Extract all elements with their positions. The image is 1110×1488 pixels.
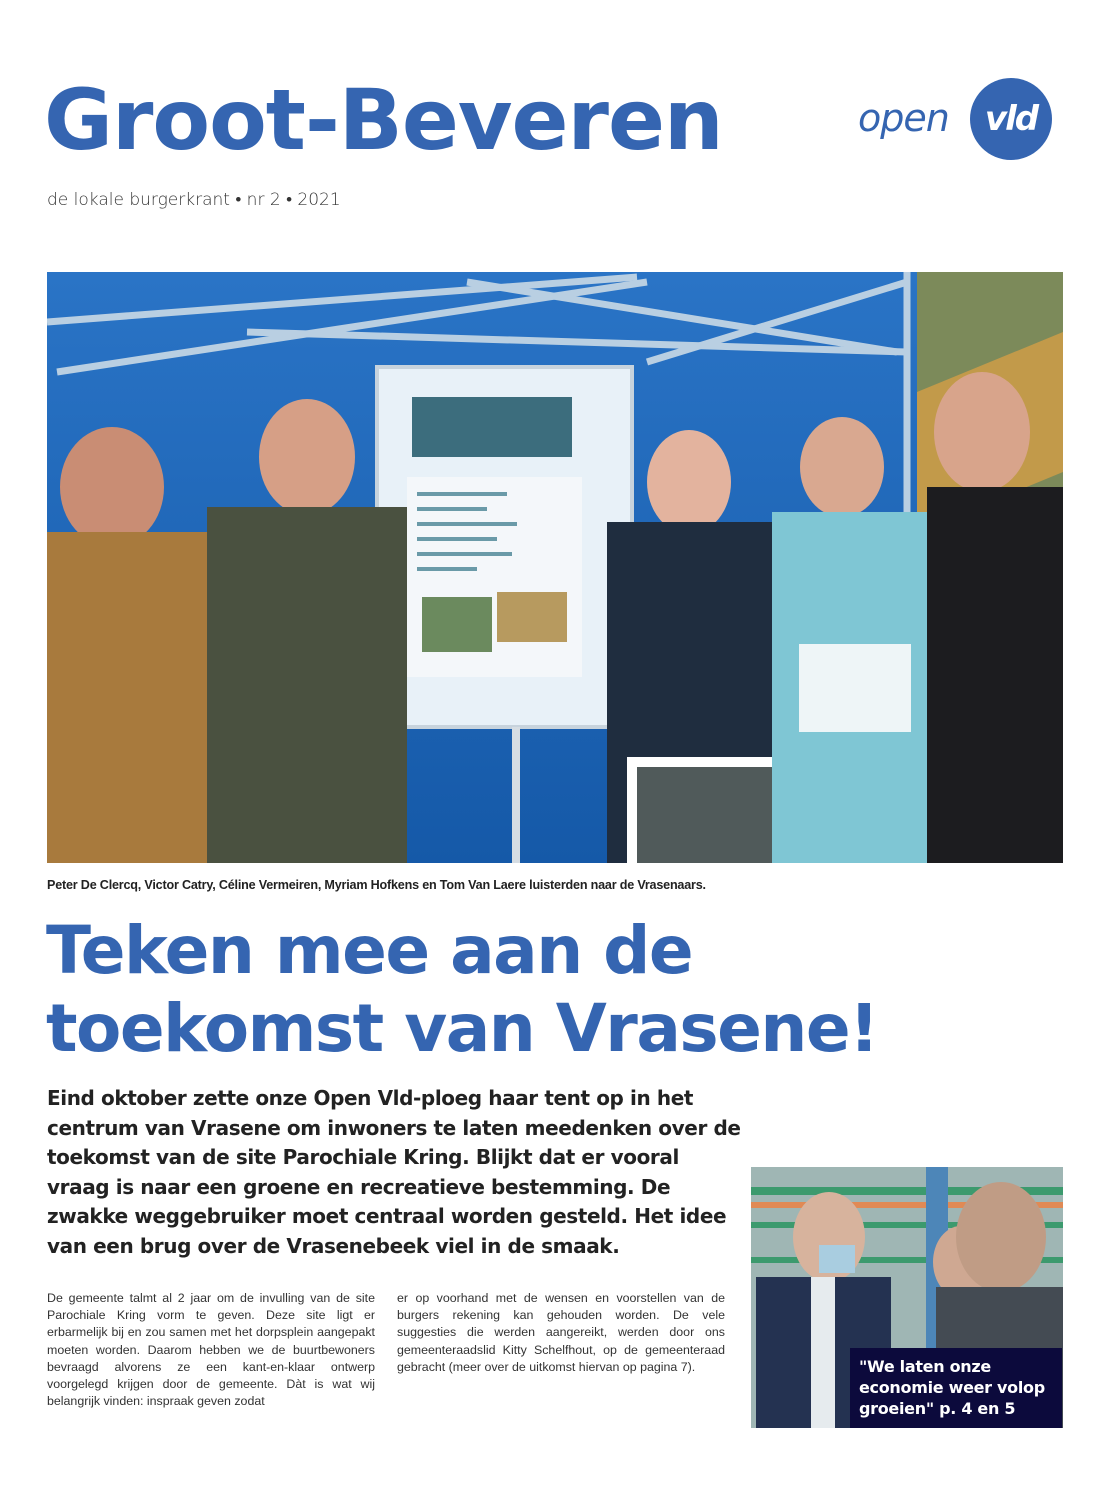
masthead-subtitle: de lokale burgerkrant • nr 2 • 2021 xyxy=(47,190,341,210)
tent-group-photo-image xyxy=(47,272,1063,863)
teaser-text-box: "We laten onze economie weer volop groeien" p. 4 en 5 xyxy=(850,1348,1062,1428)
article-body-column-1: De gemeente talmt al 2 jaar om de invulling van de site Parochiale Kring vorm te geven. Deze site ligt er erbarmelijk bij en zou samen met het dorpsplein aangepakt moeten worden. Daarom hebben we de buurtbewoners bevraagd alvorens ze een kant-en-klaar ontwerp voorgelegd krijgen door de gemeente. Dàt is wat wij belangrijk vinden: inspraak geven zodat xyxy=(47,1291,375,1409)
article-headline xyxy=(46,912,946,1068)
photo-caption: Peter De Clercq, Victor Catry, Céline Vermeiren, Myriam Hofkens en Tom Van Laere luisterden naar de Vrasenaars. xyxy=(47,878,706,892)
headline-line-1: Teken mee aan de xyxy=(46,912,693,989)
masthead-title: Groot-Beveren xyxy=(44,71,723,169)
teaser-card[interactable] xyxy=(751,1167,1063,1428)
article-body-column-2: er op voorhand met de wensen en voorstellen van de burgers rekening kan gehouden worden. De vele suggesties die werden aangereikt, werden door ons gemeenteraadslid Kitty Schelfhout, op de gemeenteraad gebracht (meer over de uitkomst hiervan op pagina 7). xyxy=(397,1291,725,1374)
open-vld-logo xyxy=(858,78,1058,158)
headline-line-2: toekomst van Vrasene! xyxy=(46,990,878,1067)
article-lead: Eind oktober zette onze Open Vld-ploeg haar tent op in het centrum van Vrasene om inwoners te laten meedenken over de toekomst van de site Parochiale Kring. Blijkt dat er vooral vraag is naar een groene en recreatieve bestemming. De zwakke weggebruiker moet centraal worden gesteld. Het idee van een brug over de Vrasenebeek viel in de smaak. xyxy=(47,1086,741,1258)
logo-badge-text: vld xyxy=(984,99,1038,139)
main-photo xyxy=(47,272,1063,863)
logo-badge-circle xyxy=(970,78,1052,160)
logo-text: open xyxy=(858,96,949,140)
